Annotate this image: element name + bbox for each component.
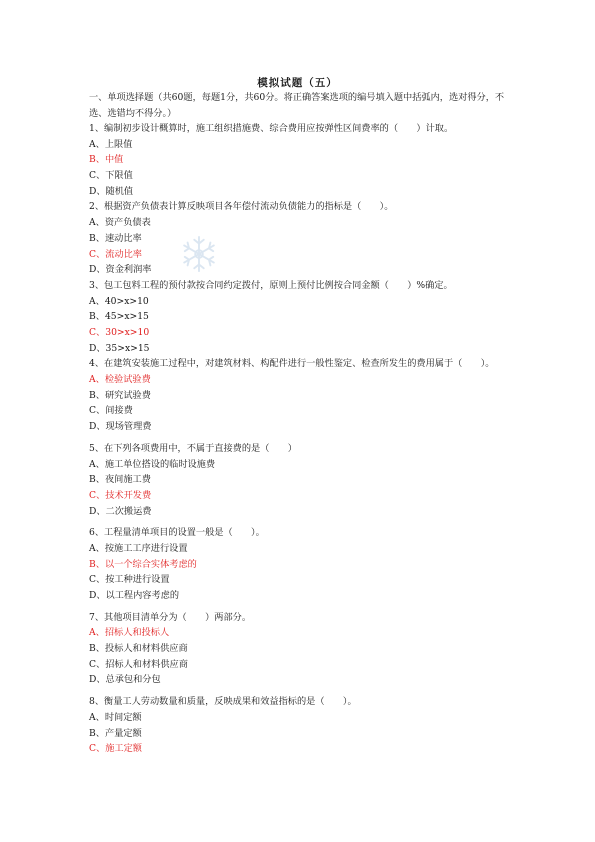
- question-option: D、35>x>15: [89, 342, 150, 354]
- question-list: [89, 121, 519, 757]
- answer-option: C、流动比率: [89, 248, 142, 260]
- answer-option: C、施工定额: [89, 743, 142, 755]
- question-option: A、施工单位搭设的临时设施费: [89, 458, 216, 470]
- question-option: B、投标人和材料供应商: [89, 643, 188, 655]
- question-option: D、现场管理费: [89, 421, 152, 433]
- question-text: 4、在建筑安装施工过程中，对建筑材料、构配件进行一般性鉴定、检查所发生的费用属于（ ）。: [89, 358, 495, 370]
- question-text: 8、衡量工人劳动数量和质量，反映成果和效益指标的是（ ）。: [89, 696, 357, 708]
- question-text: 3、包工包料工程的预付款按合同约定拨付，原则上预付比例按合同金额（ ）%确定。: [89, 279, 453, 291]
- answer-option: A、检验试验费: [89, 374, 151, 386]
- question-option: C、按工种进行设置: [89, 574, 170, 586]
- question-option: A、资产负债表: [89, 217, 151, 229]
- question-option: D、二次搬运费: [89, 505, 152, 517]
- question-option: C、下限值: [89, 170, 133, 182]
- question-option: A、时间定额: [89, 711, 142, 723]
- question-option: D、总承包和分包: [89, 674, 161, 686]
- question-option: B、产量定额: [89, 727, 142, 739]
- answer-option: C、技术开发费: [89, 489, 152, 501]
- page-title: 模拟试题（五）: [257, 77, 338, 89]
- question-option: C、招标人和材料供应商: [89, 658, 188, 670]
- answer-option: C、30>x>10: [89, 326, 150, 338]
- question-option: B、速动比率: [89, 232, 142, 244]
- question-option: D、以工程内容考虑的: [89, 590, 180, 602]
- question-option: B、夜间施工费: [89, 474, 151, 486]
- question-option: D、随机值: [89, 185, 134, 197]
- question-option: B、45>x>15: [89, 311, 149, 323]
- answer-option: B、以一个综合实体考虑的: [89, 558, 197, 570]
- question-text: 6、工程量清单项目的设置一般是（ ）。: [89, 527, 265, 539]
- question-text: 2、根据资产负债表计算反映项目各年偿付流动负债能力的指标是（ ）。: [89, 201, 394, 213]
- question-option: D、资金利润率: [89, 264, 152, 276]
- question-text: 5、在下列各项费用中，不属于直接费的是（ ）: [89, 442, 297, 454]
- question-option: B、研究试验费: [89, 389, 151, 401]
- question-text: 7、其他项目清单分为（ ）两部分。: [89, 611, 252, 623]
- question-option: C、间接费: [89, 405, 133, 417]
- question-option: A、上限值: [89, 138, 133, 150]
- question-option: A、按施工工序进行设置: [89, 542, 188, 554]
- section-instructions: 一、单项选择题（共60题，每题1分，共60分。将正确答案选项的编号填入题中括弧内，选对得分，不选、选错均不得分。）: [89, 92, 505, 119]
- question-text: 1、编制初步设计概算时，施工组织措施费、综合费用应按弹性区间费率的（ ）计取。: [89, 123, 454, 134]
- question-option: A、40>x>10: [89, 295, 149, 307]
- answer-option: A、招标人和投标人: [89, 627, 170, 639]
- answer-option: B、中值: [89, 154, 124, 166]
